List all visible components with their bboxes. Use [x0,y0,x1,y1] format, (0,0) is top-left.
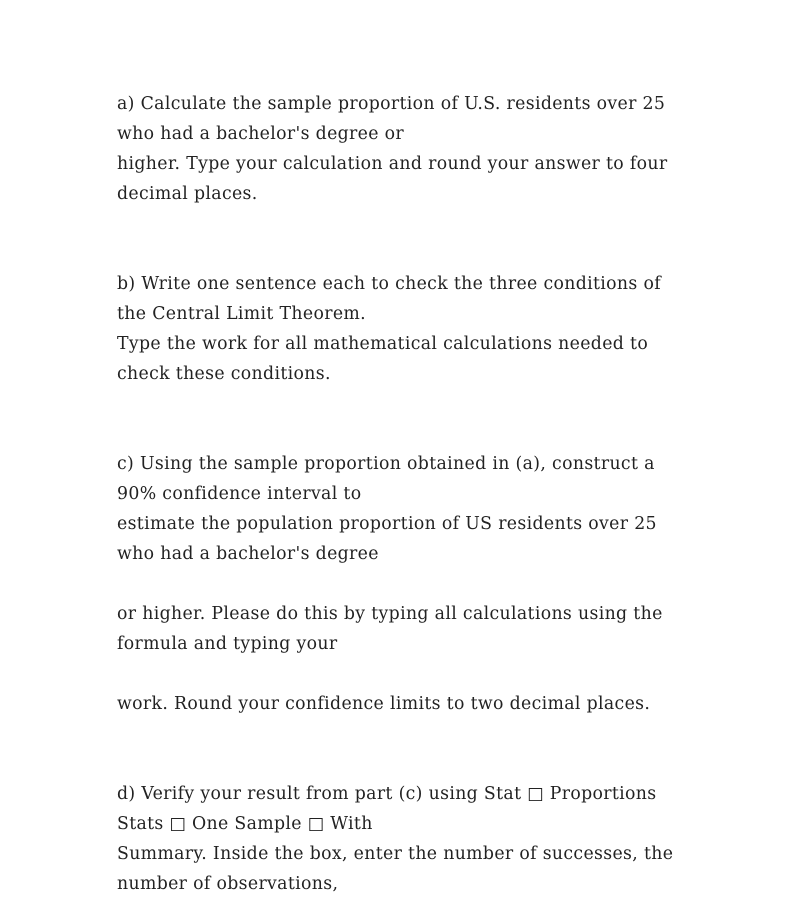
question-d-line-2: Stats □ One Sample □ With [117,814,373,834]
question-c-line-1: c) Using the sample proportion obtained in (a), construct a [117,454,655,474]
question-c-line-4: who had a bachelor's degree [117,544,379,564]
question-d-line-3: Summary. Inside the box, enter the number of successes, the [117,844,674,864]
question-b-line-2: the Central Limit Theorem. [117,304,367,324]
question-c-line-3: estimate the population proportion of US residents over 25 [117,514,657,534]
question-a-line-1: a) Calculate the sample proportion of U.S. residents over 25 [117,94,666,114]
question-c-line-6: formula and typing your [117,634,338,654]
question-c-line-5: or higher. Please do this by typing all calculations using the [117,604,663,624]
question-b-line-1: b) Write one sentence each to check the three conditions of [117,274,661,294]
question-b-line-4: check these conditions. [117,364,331,384]
question-b-line-3: Type the work for all mathematical calculations needed to [117,334,649,354]
question-c-line-2: 90% confidence interval to [117,484,362,504]
question-a-line-2: who had a bachelor's degree or [117,124,405,144]
question-d-line-4: number of observations, [117,874,339,894]
question-a-line-3: higher. Type your calculation and round your answer to four [117,154,668,174]
question-a-line-4: decimal places. [117,184,258,204]
question-d-line-1: d) Verify your result from part (c) using Stat □ Proportions [117,784,657,804]
question-c-line-7: work. Round your confidence limits to two decimal places. [117,694,651,714]
